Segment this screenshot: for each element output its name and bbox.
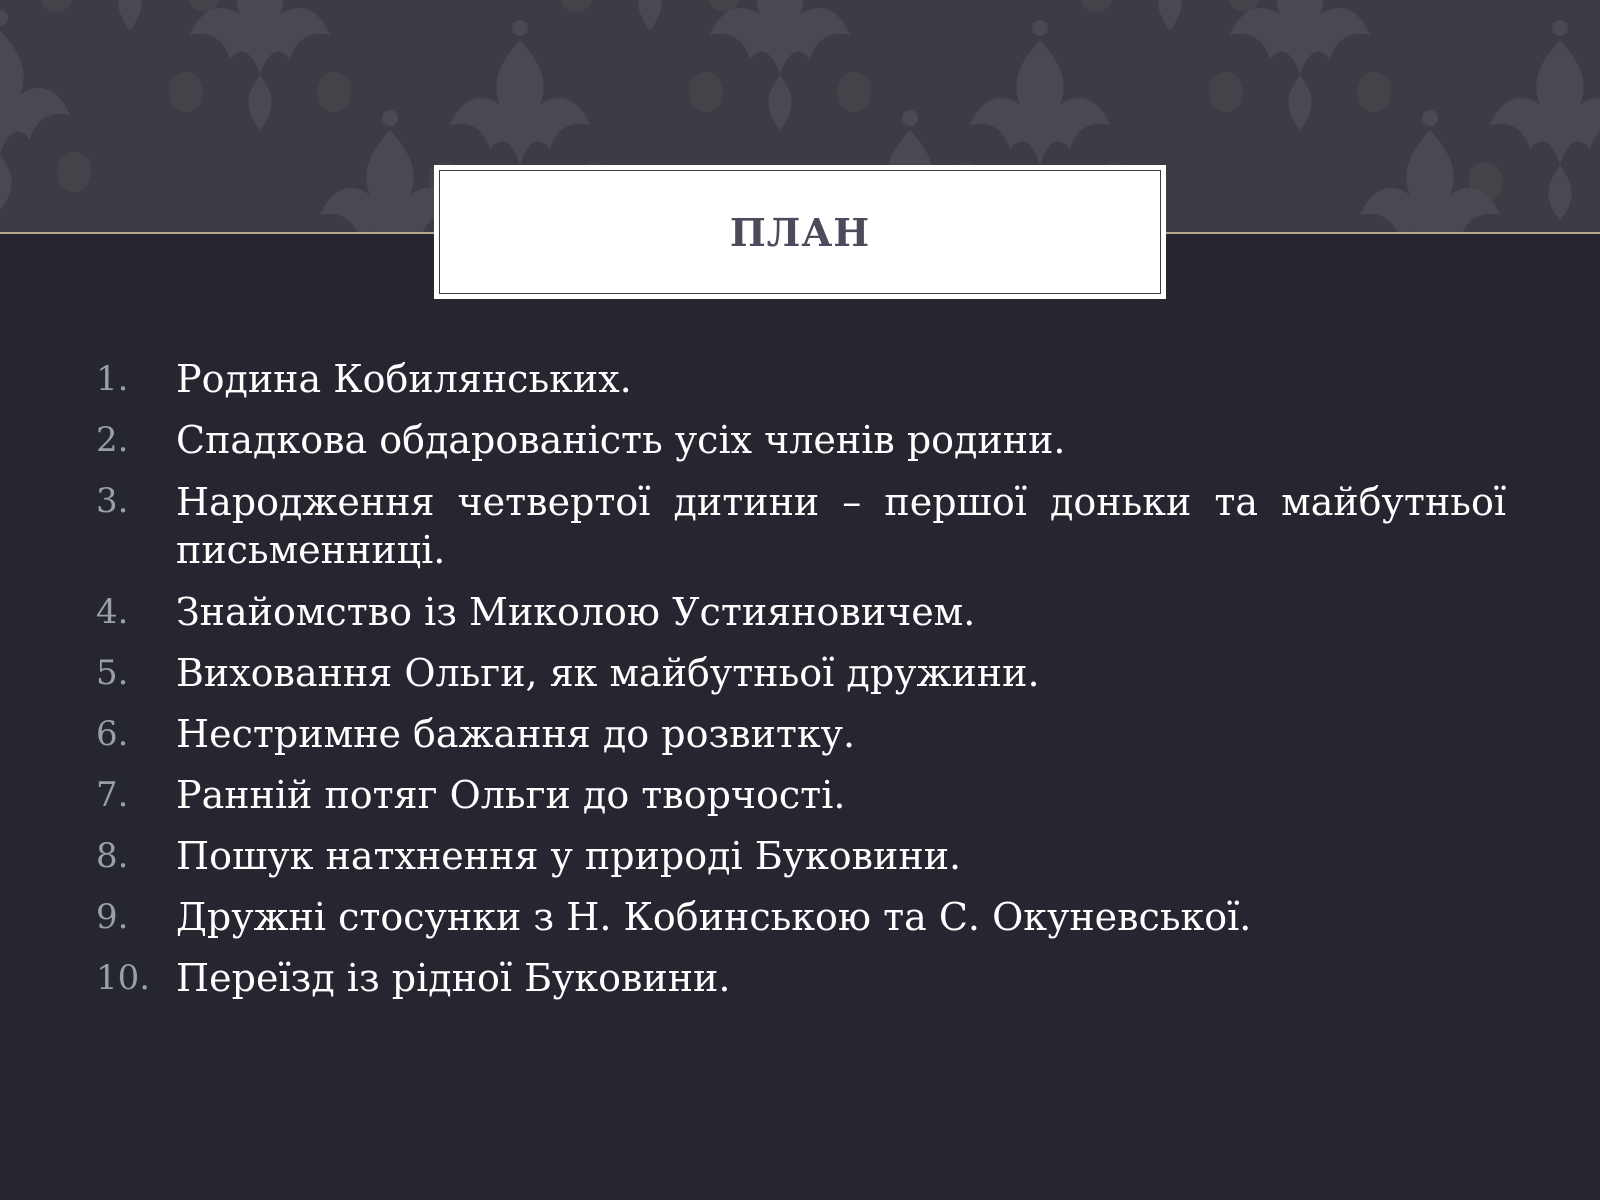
slide-title: ПЛАН — [729, 209, 871, 255]
title-box — [434, 165, 1166, 299]
list-item — [96, 894, 1506, 940]
list-text: Виховання Ольги, як майбутньої дружини. — [176, 651, 1040, 695]
list-item — [96, 417, 1506, 463]
list-number: 7. — [96, 775, 129, 815]
list-item — [96, 833, 1506, 879]
list-item — [96, 356, 1506, 402]
list-number: 1. — [96, 359, 129, 399]
list-number: 10. — [96, 958, 151, 998]
list-number: 4. — [96, 592, 129, 632]
list-text: Народження четвертої дитини – першої доньки та майбутньої письменниці. — [176, 480, 1506, 572]
list-text: Родина Кобилянських. — [176, 357, 632, 401]
list-text: Переїзд із рідної Буковини. — [176, 956, 731, 1000]
list-item — [96, 478, 1506, 574]
list-number: 2. — [96, 420, 129, 460]
list-number: 8. — [96, 836, 129, 876]
list-item — [96, 711, 1506, 757]
list-number: 5. — [96, 653, 129, 693]
list-item — [96, 650, 1506, 696]
list-text: Ранній потяг Ольги до творчості. — [176, 773, 846, 817]
list-item — [96, 955, 1506, 1001]
plan-list — [96, 356, 1506, 1016]
list-text: Спадкова обдарованість усіх членів родини. — [176, 418, 1066, 462]
list-text: Пошук натхнення у природі Буковини. — [176, 834, 962, 878]
list-text: Нестримне бажання до розвитку. — [176, 712, 856, 756]
list-text: Дружні стосунки з Н. Кобинською та С. Окуневської. — [176, 895, 1252, 939]
list-number: 6. — [96, 714, 129, 754]
list-item — [96, 589, 1506, 635]
list-number: 9. — [96, 897, 129, 937]
list-item — [96, 772, 1506, 818]
list-text: Знайомство із Миколою Устияновичем. — [176, 590, 976, 634]
list-number: 3. — [96, 481, 129, 521]
